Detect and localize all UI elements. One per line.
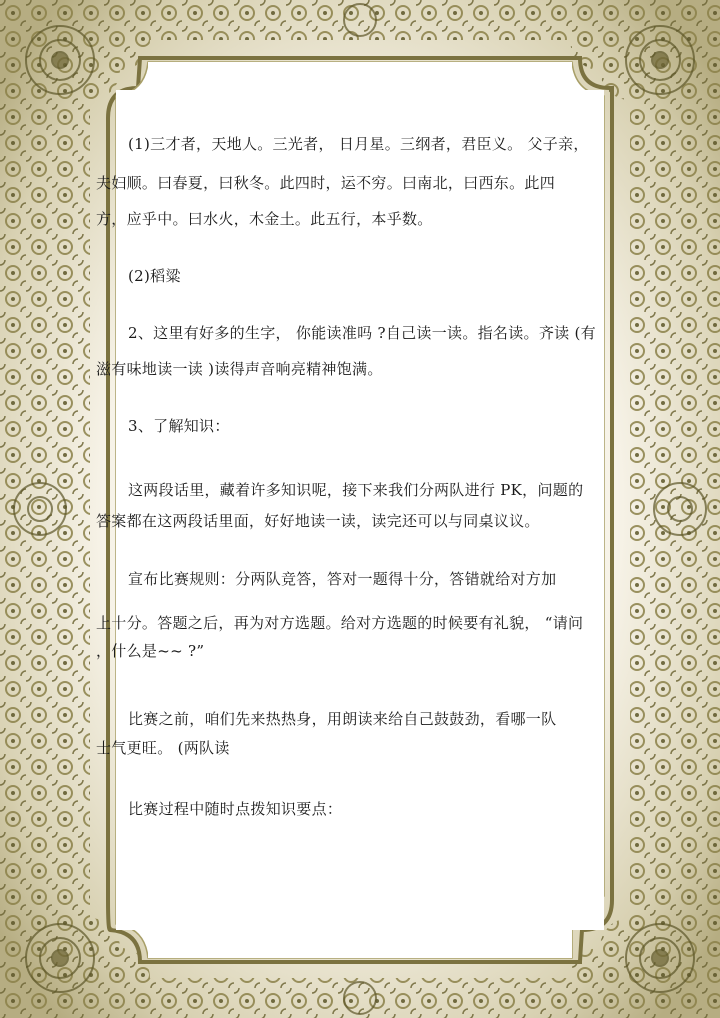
text-line: ，什么是~~ ?” (96, 642, 205, 660)
text-line: 滋有味地读一读 )读得声音响亮精神饱满。 (96, 360, 383, 378)
text-line: 上十分。答题之后，再为对方选题。给对方选题的时候要有礼貌， “请问 (96, 614, 584, 632)
text-line: 这两段话里，藏着许多知识呢，接下来我们分两队进行 PK，问题的 (128, 481, 584, 499)
text-line: 宣布比赛规则：分两队竞答，答对一题得十分，答错就给对方加 (128, 570, 557, 588)
text-line: 方，应乎中。曰水火，木金土。此五行，本乎数。 (96, 210, 433, 228)
text-line: 比赛过程中随时点拨知识要点： (128, 800, 343, 818)
text-line: 2、这里有好多的生字， 你能读准吗 ?自己读一读。指名读。齐读 (有 (128, 324, 596, 342)
text-line: (2)稻粱 (128, 267, 181, 285)
text-line: 士气更旺。 (两队读 (96, 739, 230, 757)
text-line: 答案都在这两段话里面，好好地读一读，读完还可以与同桌议议。 (96, 512, 540, 530)
text-line: 夫妇顺。曰春夏，曰秋冬。此四时，运不穷。曰南北，曰西东。此四 (96, 174, 556, 192)
section-heading: 3、了解知识： (128, 417, 230, 435)
text-line: (1)三才者，天地人。三光者， 日月星。三纲者，君臣义。 父子亲， (128, 135, 589, 153)
text-line: 比赛之前，咱们先来热热身，用朗读来给自己鼓鼓劲，看哪一队 (128, 710, 557, 728)
